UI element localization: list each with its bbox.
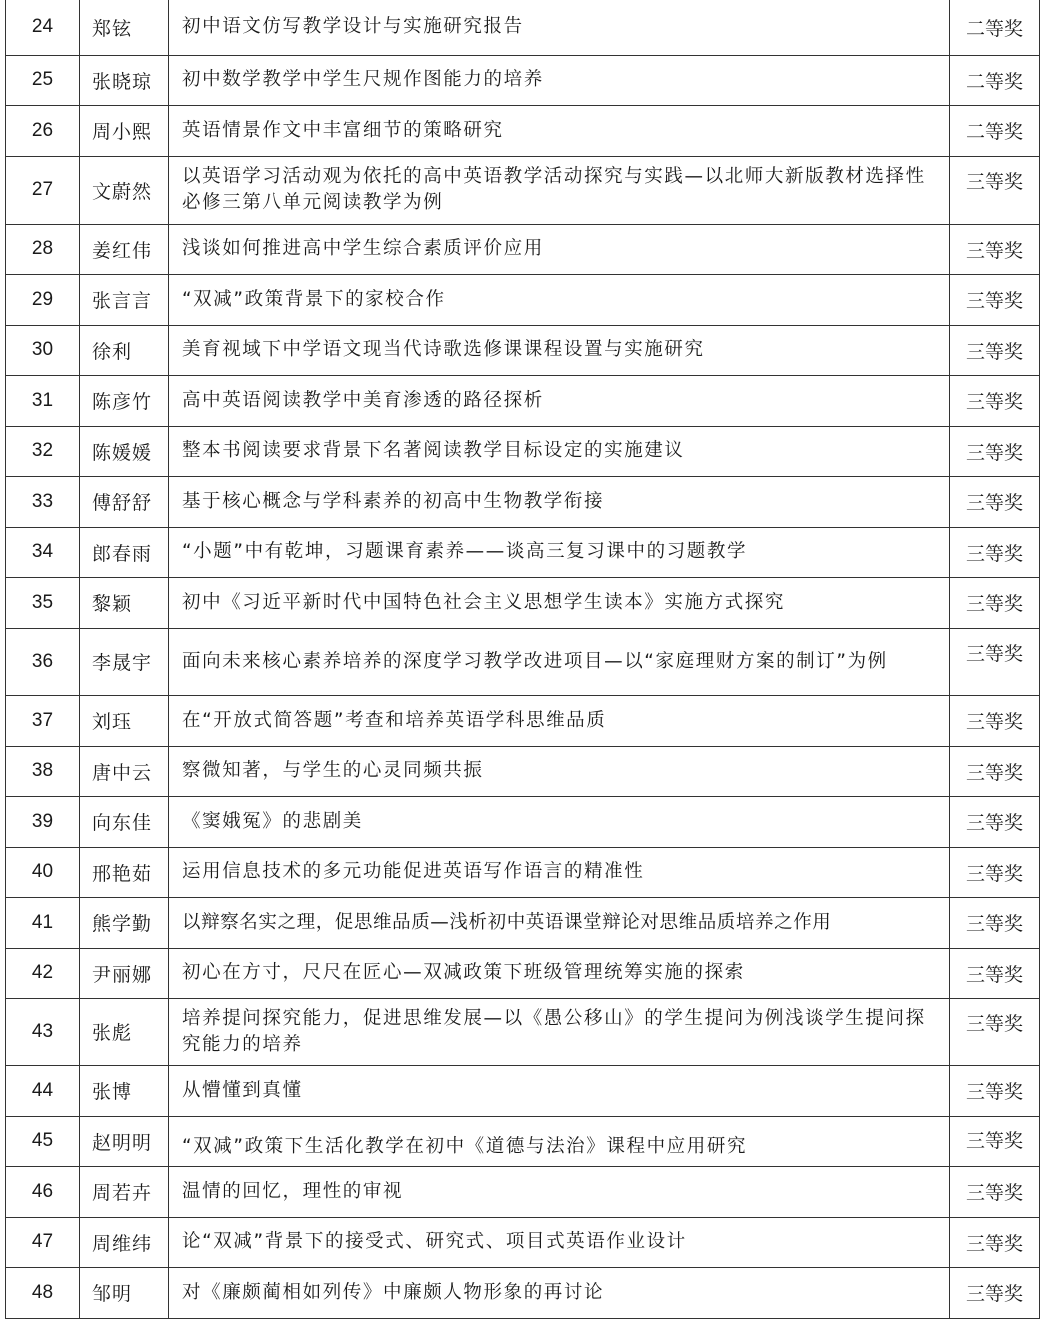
row-number: 30	[6, 325, 80, 375]
paper-title: 初心在方寸，尺尺在匠心—双减政策下班级管理统筹实施的探索	[169, 948, 950, 998]
table-row	[6, 55, 1040, 105]
paper-title: 基于核心概念与学科素养的初高中生物教学衔接	[169, 476, 950, 527]
author-name: 文蔚然	[80, 156, 169, 224]
author-name: 熊学勤	[80, 897, 169, 948]
author-name: 李晟宇	[80, 628, 169, 695]
table-row	[6, 796, 1040, 847]
paper-title: 美育视域下中学语文现当代诗歌选修课课程设置与实施研究	[169, 325, 950, 375]
table-row	[6, 0, 1040, 55]
row-number: 47	[6, 1217, 80, 1267]
row-number: 44	[6, 1065, 80, 1116]
row-number: 43	[6, 998, 80, 1065]
row-number: 42	[6, 948, 80, 998]
paper-title: 运用信息技术的多元功能促进英语写作语言的精准性	[169, 847, 950, 897]
row-number: 45	[6, 1116, 80, 1166]
paper-title: 初中数学教学中学生尺规作图能力的培养	[169, 55, 950, 105]
award-level: 三等奖	[950, 325, 1040, 375]
paper-title: “双减”政策背景下的家校合作	[169, 274, 950, 325]
table-row	[6, 847, 1040, 897]
row-number: 33	[6, 476, 80, 527]
author-name: 向东佳	[80, 796, 169, 847]
table-row	[6, 224, 1040, 274]
row-number: 48	[6, 1267, 80, 1318]
author-name: 张言言	[80, 274, 169, 325]
table-row	[6, 105, 1040, 156]
award-level: 三等奖	[950, 375, 1040, 426]
table-row	[6, 897, 1040, 948]
award-level: 三等奖	[950, 224, 1040, 274]
award-level: 二等奖	[950, 105, 1040, 156]
table-row	[6, 746, 1040, 796]
paper-title: 察微知著，与学生的心灵同频共振	[169, 746, 950, 796]
award-level: 二等奖	[950, 55, 1040, 105]
award-level: 三等奖	[950, 998, 1040, 1065]
row-number: 28	[6, 224, 80, 274]
paper-title: 温情的回忆，理性的审视	[169, 1166, 950, 1217]
author-name: 邹明	[80, 1267, 169, 1318]
row-number: 27	[6, 156, 80, 224]
author-name: 张晓琼	[80, 55, 169, 105]
table-row	[6, 476, 1040, 527]
table-row	[6, 1217, 1040, 1267]
award-level: 三等奖	[950, 847, 1040, 897]
award-list-table	[5, 0, 1040, 1319]
paper-title: 初中语文仿写教学设计与实施研究报告	[169, 0, 950, 55]
award-table-body	[6, 0, 1040, 1318]
table-row	[6, 375, 1040, 426]
row-number: 31	[6, 375, 80, 426]
author-name: 张博	[80, 1065, 169, 1116]
table-row	[6, 998, 1040, 1065]
award-level: 三等奖	[950, 746, 1040, 796]
row-number: 35	[6, 577, 80, 628]
award-level: 三等奖	[950, 426, 1040, 476]
author-name: 陈媛媛	[80, 426, 169, 476]
row-number: 24	[6, 0, 80, 55]
paper-title: 在“开放式简答题”考查和培养英语学科思维品质	[169, 695, 950, 746]
award-level: 三等奖	[950, 577, 1040, 628]
table-row	[6, 948, 1040, 998]
award-level: 三等奖	[950, 1065, 1040, 1116]
table-row	[6, 1065, 1040, 1116]
author-name: 傅舒舒	[80, 476, 169, 527]
paper-title: “双减”政策下生活化教学在初中《道德与法治》课程中应用研究	[169, 1116, 950, 1166]
author-name: 唐中云	[80, 746, 169, 796]
paper-title: 从懵懂到真懂	[169, 1065, 950, 1116]
paper-title: 论“双减”背景下的接受式、研究式、项目式英语作业设计	[169, 1217, 950, 1267]
table-row	[6, 426, 1040, 476]
row-number: 40	[6, 847, 80, 897]
author-name: 郑铉	[80, 0, 169, 55]
author-name: 黎颖	[80, 577, 169, 628]
award-level: 三等奖	[950, 1267, 1040, 1318]
author-name: 徐利	[80, 325, 169, 375]
author-name: 周若卉	[80, 1166, 169, 1217]
row-number: 36	[6, 628, 80, 695]
paper-title: 面向未来核心素养培养的深度学习教学改进项目—以“家庭理财方案的制订”为例	[169, 628, 950, 695]
author-name: 周维纬	[80, 1217, 169, 1267]
table-row	[6, 1267, 1040, 1318]
award-level: 三等奖	[950, 527, 1040, 577]
table-row	[6, 695, 1040, 746]
row-number: 25	[6, 55, 80, 105]
row-number: 46	[6, 1166, 80, 1217]
author-name: 陈彦竹	[80, 375, 169, 426]
paper-title: 培养提问探究能力，促进思维发展—以《愚公移山》的学生提问为例浅谈学生提问探究能力的培养	[169, 998, 950, 1065]
paper-title: 以英语学习活动观为依托的高中英语教学活动探究与实践—以北师大新版教材选择性必修三第八单元阅读教学为例	[169, 156, 950, 224]
paper-title: 英语情景作文中丰富细节的策略研究	[169, 105, 950, 156]
paper-title: 《窦娥冤》的悲剧美	[169, 796, 950, 847]
author-name: 周小熙	[80, 105, 169, 156]
author-name: 尹丽娜	[80, 948, 169, 998]
author-name: 刘珏	[80, 695, 169, 746]
table-row	[6, 577, 1040, 628]
award-level: 三等奖	[950, 156, 1040, 224]
row-number: 29	[6, 274, 80, 325]
award-level: 三等奖	[950, 628, 1040, 695]
table-row	[6, 1166, 1040, 1217]
table-row	[6, 156, 1040, 224]
award-level: 三等奖	[950, 897, 1040, 948]
paper-title: 对《廉颇蔺相如列传》中廉颇人物形象的再讨论	[169, 1267, 950, 1318]
row-number: 34	[6, 527, 80, 577]
award-level: 三等奖	[950, 476, 1040, 527]
paper-title: 浅谈如何推进高中学生综合素质评价应用	[169, 224, 950, 274]
table-row	[6, 274, 1040, 325]
award-level: 三等奖	[950, 274, 1040, 325]
row-number: 37	[6, 695, 80, 746]
award-level: 三等奖	[950, 1166, 1040, 1217]
paper-title: 以辩察名实之理，促思维品质—浅析初中英语课堂辩论对思维品质培养之作用	[169, 897, 950, 948]
award-level: 三等奖	[950, 1116, 1040, 1166]
author-name: 赵明明	[80, 1116, 169, 1166]
row-number: 41	[6, 897, 80, 948]
row-number: 32	[6, 426, 80, 476]
paper-title: 整本书阅读要求背景下名著阅读教学目标设定的实施建议	[169, 426, 950, 476]
table-row	[6, 1116, 1040, 1166]
row-number: 39	[6, 796, 80, 847]
award-level: 三等奖	[950, 1217, 1040, 1267]
author-name: 姜红伟	[80, 224, 169, 274]
award-level: 三等奖	[950, 695, 1040, 746]
row-number: 26	[6, 105, 80, 156]
award-level: 二等奖	[950, 0, 1040, 55]
paper-title: 初中《习近平新时代中国特色社会主义思想学生读本》实施方式探究	[169, 577, 950, 628]
row-number: 38	[6, 746, 80, 796]
table-row	[6, 325, 1040, 375]
author-name: 张彪	[80, 998, 169, 1065]
table-row	[6, 527, 1040, 577]
paper-title: “小题”中有乾坤，习题课育素养——谈高三复习课中的习题教学	[169, 527, 950, 577]
award-level: 三等奖	[950, 948, 1040, 998]
table-row	[6, 628, 1040, 695]
paper-title: 高中英语阅读教学中美育渗透的路径探析	[169, 375, 950, 426]
award-level: 三等奖	[950, 796, 1040, 847]
author-name: 郎春雨	[80, 527, 169, 577]
author-name: 邢艳茹	[80, 847, 169, 897]
